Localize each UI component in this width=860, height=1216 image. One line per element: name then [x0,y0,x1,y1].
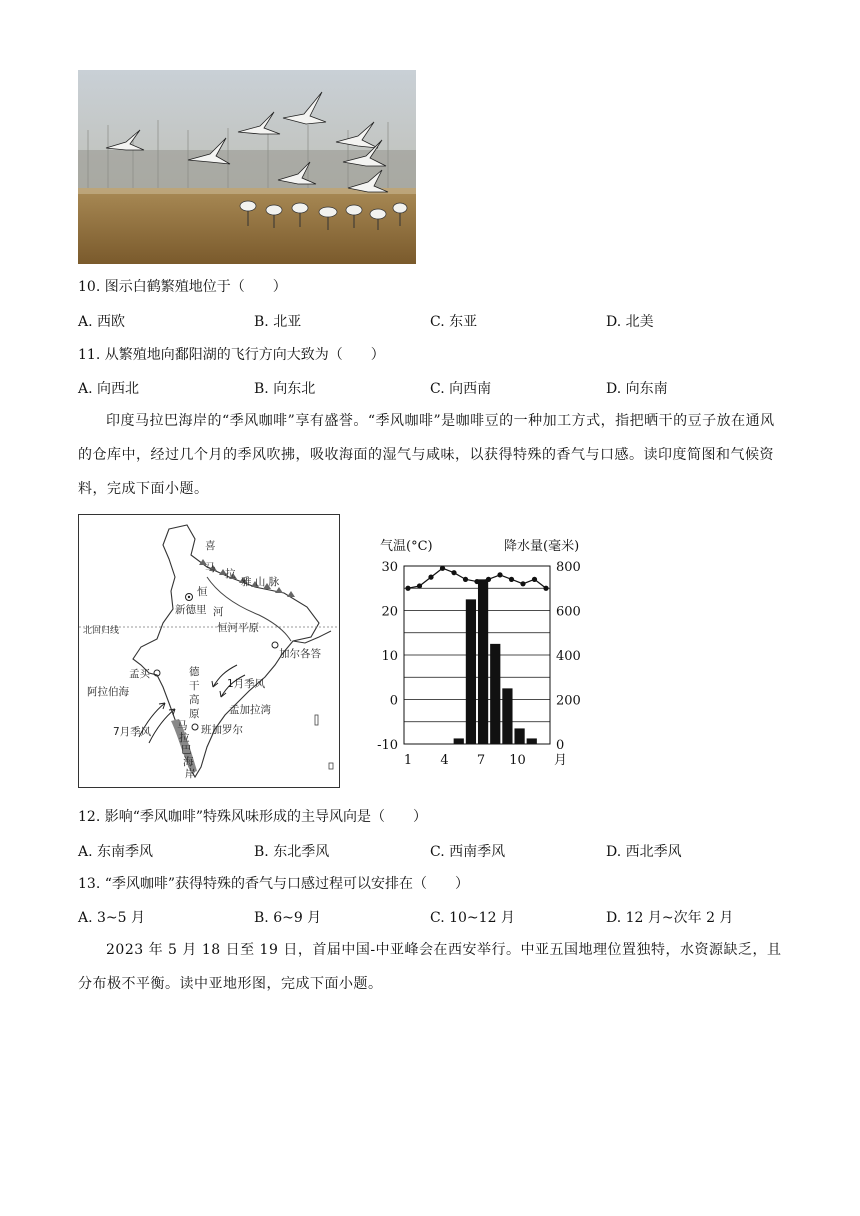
label-tropic: 北回归线 [83,626,120,636]
q11-option-c: C. 向西南 [430,381,492,397]
label-malabar-1: 拉 [179,732,190,744]
precip-tick-label: 200 [556,693,581,709]
central-asia-passage: 2023 年 5 月 18 日至 19 日，首届中国-中亚峰会在西安举行。中亚五国地理位置独特，水资源缺乏，且分布极不平衡。读中亚地形图，完成下面小题。 [78,942,782,992]
label-yuan: 原 [189,708,200,720]
temp-point [440,566,445,571]
crane-photo [78,70,416,264]
precip-bar [502,688,512,744]
climate-chart [372,530,612,770]
label-xi: 喜 [205,540,216,552]
temp-point [497,572,502,577]
label-malabar-4: 岸 [185,768,196,780]
q11-option-a: A. 向西北 [78,381,140,397]
x-tick-label: 10 [509,753,526,768]
x-tick-label: 4 [440,753,449,768]
temp-tick-label: -10 [377,738,398,753]
q12-option-b: B. 东北季风 [254,844,330,860]
label-kolkata: 加尔各答 [279,648,321,660]
label-janmonsoon: 1月季风 [227,678,266,690]
label-he: 河 [213,606,224,618]
q13-option-a: A. 3~5 月 [78,910,146,926]
temp-point [474,579,479,584]
coffee-passage: 印度马拉巴海岸的“季风咖啡”享有盛誉。“季风咖啡”是咖啡豆的一种加工方式，指把晒干的豆子放在通风的仓库中，经过几个月的季风吹拂，吸收海面的湿气与咸味，以获得特殊的香气与口感。读印度简图和气候资料，完成下面小题。 [78,413,775,497]
precip-bar [514,728,524,744]
label-gan: 干 [189,680,200,692]
temp-point [451,570,456,575]
precip-bar [454,738,464,744]
q11-option-d: D. 向东南 [606,381,668,397]
precip-bar [478,579,488,744]
temp-point [417,583,422,588]
precip-bar [490,644,500,744]
q10-option-b: B. 北亚 [254,314,302,330]
label-heng: 恒 [197,586,208,598]
precip-tick-label: 0 [556,738,565,753]
precip-tick-label: 400 [556,649,581,664]
q10-option-d: D. 北美 [606,314,654,330]
q12-stem: 12. 影响“季风咖啡”特殊风味形成的主导风向是（ ） [78,809,428,825]
label-newdelhi: 新德里 [175,604,207,616]
temp-point [405,586,410,591]
q12-option-d: D. 西北季风 [606,844,682,860]
label-gao: 高 [189,694,200,706]
label-mumbai: 孟买 [129,668,150,680]
india-map [78,514,340,788]
temp-tick-label: 20 [381,604,398,620]
label-bangalore: 班加罗尔 [201,724,243,736]
temp-point [543,586,548,591]
x-tick-label: 1 [403,753,413,768]
temp-point [428,575,433,580]
label-la: 拉 [225,568,236,580]
q13-option-d: D. 12 月~次年 2 月 [606,910,734,926]
label-ma: 马 [205,562,216,574]
label-malabar-3: 海 [183,756,194,768]
q10-stem: 10. 图示白鹤繁殖地位于（ ） [78,279,287,295]
precip-tick-label: 600 [556,604,581,620]
label-bengal: 孟加拉湾 [229,704,271,716]
precip-tick-label: 800 [556,560,581,575]
q13-stem: 13. “季风咖啡”获得特殊的香气与口感过程可以安排在（ ） [78,876,470,892]
x-tick-label: 月 [554,753,568,768]
q12-option-a: A. 东南季风 [78,844,154,860]
label-arabian: 阿拉伯海 [87,686,129,698]
label-julmonsoon: 7月季风 [113,726,152,738]
precip-bar [466,599,476,744]
q13-option-c: C. 10~12 月 [430,910,515,926]
q13-option-b: B. 6~9 月 [254,910,322,926]
temp-tick-label: 10 [381,649,398,664]
label-malabar-0: 马 [177,720,188,732]
label-hengheplain: 恒河平原 [217,622,259,634]
q12-option-c: C. 西南季风 [430,844,506,860]
precip-bar [527,738,537,744]
label-yashanmai: 雅 山 脉 [241,576,280,588]
q11-option-b: B. 向东北 [254,381,316,397]
temp-tick-label: 0 [389,693,398,709]
label-malabar-2: 巴 [181,744,192,756]
temp-point [486,577,491,582]
temp-tick-label: 30 [381,560,398,575]
temp-point [509,577,514,582]
x-tick-label: 7 [476,753,486,768]
temp-point [463,577,468,582]
temp-point [532,577,537,582]
q11-stem: 11. 从繁殖地向鄱阳湖的飞行方向大致为（ ） [78,347,385,363]
chart-ylabel-right: 降水量(毫米) [504,539,580,554]
chart-ylabel-left: 气温(°C) [380,539,433,554]
q10-option-a: A. 西欧 [78,314,126,330]
q10-option-c: C. 东亚 [430,314,478,330]
label-de: 德 [189,666,200,678]
temp-point [520,581,525,586]
